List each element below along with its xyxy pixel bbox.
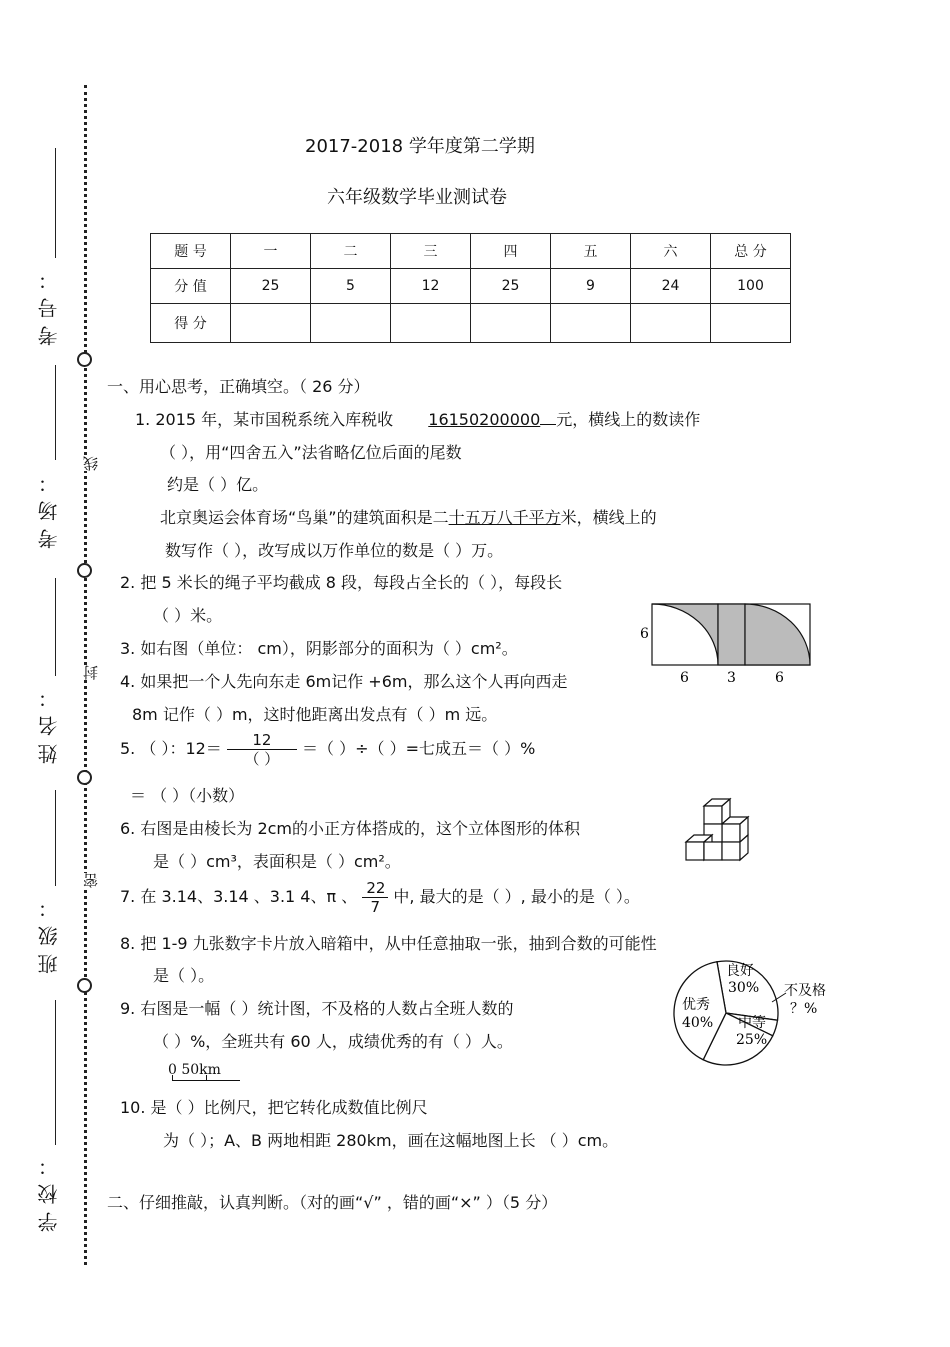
question-2-line-1: 2. 把 5 米长的绳子平均截成 8 段，每段占全长的（ ），每段长 [120, 573, 563, 592]
figure-label-bottom-2: 3 [727, 670, 736, 686]
pie-percent-medium: 25% [736, 1032, 768, 1048]
table-cell: 100 [711, 269, 791, 304]
question-1-line-2: （ ），用“四舍五入”法省略亿位后面的尾数 [160, 443, 462, 462]
pie-label-medium: 中等 [738, 1015, 766, 1031]
table-cell: 25 [231, 269, 311, 304]
table-cell: 9 [551, 269, 631, 304]
question-1-line-1 [135, 407, 700, 430]
question-4-line-2: 8m 记作（ ）m，这时他距离出发点有（ ）m 远。 [132, 705, 498, 724]
pie-label-excellent: 优秀 [682, 997, 710, 1013]
binding-circle [77, 563, 92, 578]
q7-numerator: 22 [362, 879, 388, 898]
question-10-line-2: 为（ ）；A、B 两地相距 280km，画在这幅地图上长 （ ）cm。 [163, 1131, 619, 1150]
binding-circle [77, 770, 92, 785]
page-subtitle: 六年级数学毕业测试卷 [327, 187, 507, 208]
cube-stack-figure [682, 796, 762, 871]
exam-room-line [55, 365, 56, 460]
shaded-area-figure [632, 598, 817, 688]
section1-heading: 一、用心思考，正确填空。（ 26 分） [107, 377, 370, 396]
question-1-line-5: 数写作（ ），改写成以万作单位的数是（ ）万。 [165, 541, 504, 560]
pie-label-good: 良好 [726, 963, 754, 979]
scale-bar-tick [206, 1075, 207, 1081]
table-cell: 得 分 [151, 304, 231, 343]
q7-text-a: 7. 在 3.14、3.14 、3.1 4、π 、 [120, 887, 358, 906]
table-cell: 分 值 [151, 269, 231, 304]
figure-label-bottom-3: 6 [775, 670, 784, 686]
label-class: 班级： [37, 890, 61, 974]
seal-char-mi: 密 [82, 873, 100, 888]
class-line [55, 790, 56, 886]
score-input-cell[interactable] [311, 304, 391, 343]
q1-text-a: 1. 2015 年，某市国税系统入库税收 [135, 410, 394, 429]
pie-percent-excellent: 40% [682, 1015, 714, 1031]
q1-e2: 十五万八千平方 [448, 508, 561, 527]
name-line [55, 578, 56, 676]
question-9-line-2: （ ）%，全班共有 60 人，成绩优秀的有（ ）人。 [153, 1032, 513, 1051]
seal-char-feng: 封 [82, 665, 100, 680]
question-5-line-2: ＝ （ ）（小数） [130, 786, 245, 805]
question-10-line-1: 10. 是（ ）比例尺，把它转化成数值比例尺 [120, 1098, 428, 1117]
table-cell: 25 [471, 269, 551, 304]
question-8-line-2: 是（ ）。 [153, 966, 215, 985]
question-5-line-1 [120, 731, 535, 768]
table-cell: 四 [471, 234, 551, 269]
score-input-cell[interactable] [471, 304, 551, 343]
table-cell: 题 号 [151, 234, 231, 269]
figure-label-bottom-1: 6 [680, 670, 689, 686]
table-row [151, 304, 791, 343]
q1-e3: 米，横线上的 [560, 508, 657, 527]
binding-circle [77, 352, 92, 367]
table-cell: 5 [311, 269, 391, 304]
pie-percent-fail: ？% [790, 1001, 818, 1017]
table-cell: 三 [391, 234, 471, 269]
shaded-region-middle [718, 604, 745, 665]
q5-text-a: 5. （ ）：12＝ [120, 739, 222, 758]
exam-number-line [55, 148, 56, 258]
table-cell: 五 [551, 234, 631, 269]
binding-circle [77, 978, 92, 993]
table-row [151, 234, 791, 269]
section2-heading: 二、仔细推敲，认真判断。（对的画“√” ，错的画“×” ）（5 分） [107, 1193, 558, 1212]
question-9-line-1: 9. 右图是一幅（ ）统计图，不及格的人数占全班人数的 [120, 999, 514, 1018]
q7-fraction [362, 879, 388, 916]
label-name: 姓名： [37, 680, 61, 764]
score-input-cell[interactable] [551, 304, 631, 343]
question-1-line-3: 约是（ ）亿。 [167, 475, 269, 494]
school-line [55, 1000, 56, 1145]
page-title: 2017-2018 学年度第二学期 [305, 136, 535, 157]
table-cell: 一 [231, 234, 311, 269]
score-input-cell[interactable] [711, 304, 791, 343]
figure-label-height: 6 [640, 626, 649, 642]
scale-bar-tick [172, 1075, 173, 1081]
q1-e1: 北京奥运会体育场“鸟巢”的建筑面积是二 [160, 508, 449, 527]
pie-label-fail: 不及格 [784, 983, 826, 999]
scale-bar-label: 0 50km [168, 1062, 221, 1078]
score-table [150, 233, 791, 343]
q5-fraction [227, 731, 297, 768]
table-cell: 12 [391, 269, 471, 304]
q1-number: 16150200000 [428, 410, 541, 429]
label-exam-number: 考号： [37, 262, 61, 346]
q1-text-b: 元，横线上的数读作 [556, 410, 701, 429]
q7-denominator: 7 [370, 898, 381, 916]
table-cell: 六 [631, 234, 711, 269]
q5-numerator: 12 [227, 731, 297, 750]
q5-denominator: （ ） [244, 750, 280, 768]
table-cell: 二 [311, 234, 391, 269]
pie-percent-good: 30% [728, 980, 760, 996]
question-3: 3. 如右图（单位： cm），阴影部分的面积为（ ）cm²。 [120, 639, 518, 658]
score-input-cell[interactable] [631, 304, 711, 343]
seal-char-xian: 线 [82, 456, 100, 471]
table-cell: 24 [631, 269, 711, 304]
question-1-line-4 [160, 505, 657, 528]
score-input-cell[interactable] [391, 304, 471, 343]
table-cell: 总 分 [711, 234, 791, 269]
question-6-line-1: 6. 右图是由棱长为 2cm的小正方体搭成的，这个立体图形的体积 [120, 819, 581, 838]
label-exam-room: 考场： [37, 465, 61, 549]
q5-text-b: ＝（ ）÷（ ）=七成五＝（ ）% [302, 739, 536, 758]
question-4-line-1: 4. 如果把一个人先向东走 6m记作 +6m，那么这个人再向西走 [120, 672, 568, 691]
q7-text-b: 中, 最大的是（ ）, 最小的是（ ）。 [393, 887, 640, 906]
table-row [151, 269, 791, 304]
label-school: 学校： [37, 1148, 61, 1232]
question-8-line-1: 8. 把 1-9 九张数字卡片放入暗箱中，从中任意抽取一张，抽到合数的可能性 [120, 934, 657, 953]
question-2-line-2: （ ）米。 [153, 606, 223, 625]
score-pie-chart [672, 957, 844, 1069]
question-7 [120, 879, 640, 916]
question-6-line-2: 是（ ）cm³，表面积是（ ）cm²。 [153, 852, 401, 871]
score-input-cell[interactable] [231, 304, 311, 343]
